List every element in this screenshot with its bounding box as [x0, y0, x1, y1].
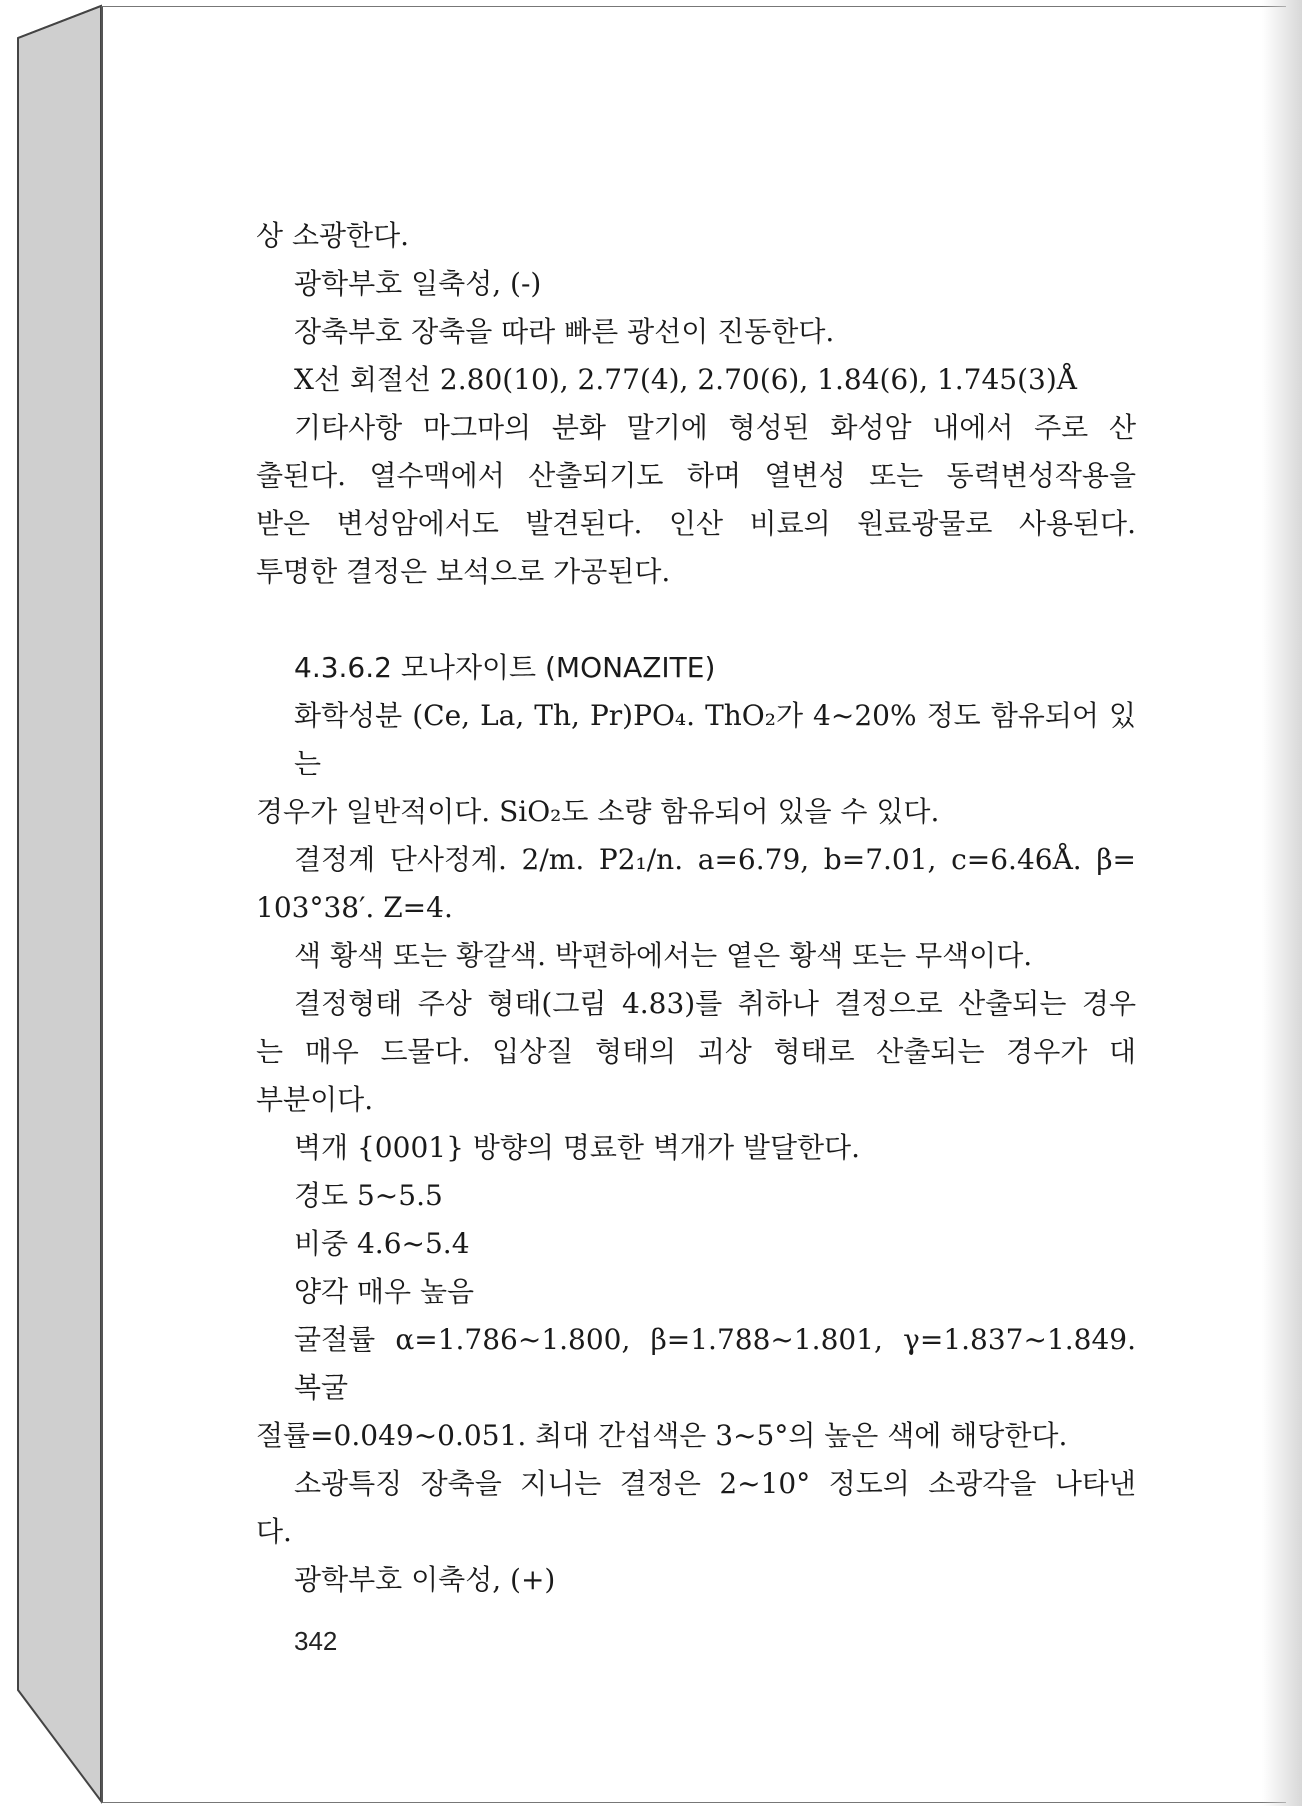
text-line: 는 매우 드물다. 입상질 형태의 괴상 형태로 산출되는 경우가 대	[256, 1035, 1136, 1068]
text-line: 상 소광한다.	[256, 219, 410, 252]
text-line: 부분이다.	[256, 1083, 374, 1116]
text-line: 화학성분 (Ce, La, Th, Pr)PO₄. ThO₂가 4~20% 정도 함유되어 있는	[294, 699, 1136, 780]
text-line: 벽개 {0001} 방향의 명료한 벽개가 발달한다.	[294, 1131, 861, 1164]
section-heading: 4.3.6.2 모나자이트 (MONAZITE)	[294, 651, 716, 684]
text-line: 기타사항 마그마의 분화 말기에 형성된 화성암 내에서 주로 산	[294, 411, 1136, 444]
text-line: 절률=0.049~0.051. 최대 간섭색은 3~5°의 높은 색에 해당한다.	[256, 1419, 1068, 1452]
text-line: 양각 매우 높음	[294, 1275, 475, 1308]
text-line: 경우가 일반적이다. SiO₂도 소량 함유되어 있을 수 있다.	[256, 795, 940, 828]
text-line: 광학부호 일축성, (-)	[294, 267, 542, 300]
text-line: 103°38′. Z=4.	[256, 891, 453, 924]
page-text-body	[256, 212, 1136, 1604]
text-line: 비중 4.6~5.4	[294, 1227, 470, 1260]
text-line: 굴절률 α=1.786~1.800, β=1.788~1.801, γ=1.837~1.849. 복굴	[294, 1323, 1136, 1404]
text-line: 경도 5~5.5	[294, 1179, 443, 1212]
text-line: X선 회절선 2.80(10), 2.77(4), 2.70(6), 1.84(6), 1.745(3)Å	[294, 363, 1078, 396]
text-line: 결정계 단사정계. 2/m. P2₁/n. a=6.79, b=7.01, c=6.46Å. β=	[294, 843, 1136, 876]
text-line: 투명한 결정은 보석으로 가공된다.	[256, 555, 671, 588]
text-line: 결정형태 주상 형태(그림 4.83)를 취하나 결정으로 산출되는 경우	[294, 987, 1136, 1020]
text-line: 장축부호 장축을 따라 빠른 광선이 진동한다.	[294, 315, 835, 348]
text-line: 받은 변성암에서도 발견된다. 인산 비료의 원료광물로 사용된다.	[256, 507, 1136, 540]
text-line: 다.	[256, 1515, 292, 1548]
section-gap	[256, 596, 1136, 644]
text-line: 출된다. 열수맥에서 산출되기도 하며 열변성 또는 동력변성작용을	[256, 459, 1136, 492]
page-number: 342	[294, 1626, 338, 1656]
text-line: 소광특징 장축을 지니는 결정은 2~10° 정도의 소광각을 나타낸	[294, 1467, 1136, 1500]
text-line: 광학부호 이축성, (+)	[294, 1563, 556, 1596]
page-edge-shadow	[1262, 0, 1302, 1806]
text-line: 색 황색 또는 황갈색. 박편하에서는 옅은 황색 또는 무색이다.	[294, 939, 1033, 972]
